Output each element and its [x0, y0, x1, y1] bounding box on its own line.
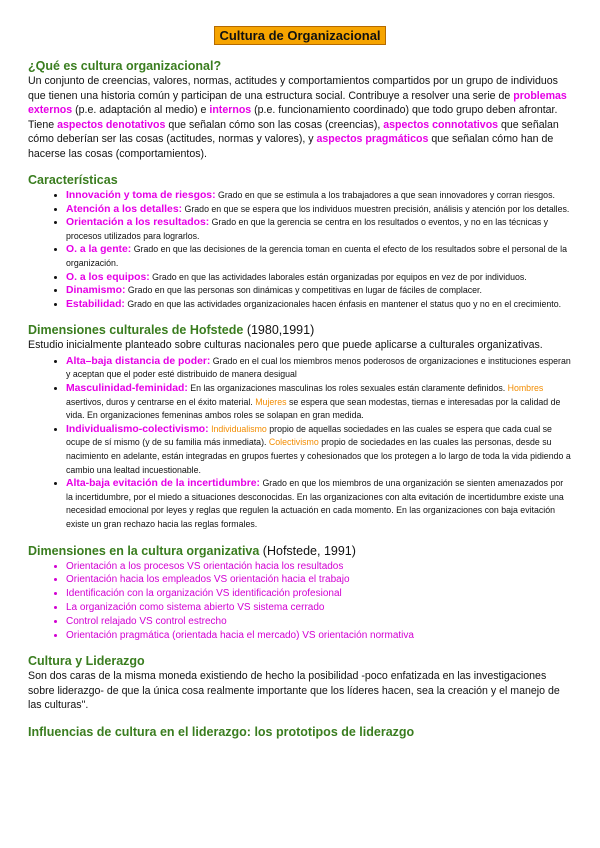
- section-what-is-culture: [28, 59, 572, 161]
- text-run: que señalan cómo son las cosas (creencias),: [165, 118, 384, 131]
- list-item: • Identificación con la organización VS identificación profesional: [66, 587, 572, 601]
- orange-term: Individualismo: [208, 423, 267, 434]
- text-run: (p.e. adaptación al medio) e: [72, 104, 210, 116]
- highlight-term: Masculinidad-feminidad:: [66, 383, 188, 395]
- characteristics-list: [28, 189, 572, 311]
- item-text: En las organizaciones masculinas los roles sexuales están claramente definidos.: [187, 383, 508, 394]
- list-item: [66, 271, 572, 285]
- highlight-term: problemas externos: [28, 89, 567, 116]
- list-item: [66, 382, 572, 423]
- text-run: que señalan cómo deberían ser las cosas (actitudes, normas y valores), y: [28, 118, 559, 145]
- item-text: Grado en el cual los miembros menos poderosos de organizaciones e instituciones esperan y aceptan que el poder esté distribuido de manera desigual: [66, 355, 571, 380]
- item-text: propio de aquellas sociedades en las cuales se espera que cada cual se ocupe de sí mismo (y de su familia más inmediata).: [66, 423, 552, 448]
- text-run: que señalan cómo han de hacerse las cosas (comportamientos).: [28, 133, 554, 160]
- item-text: Grado en que las decisiones de la gerencia toman en cuenta el efecto de los resultados sobre el personal de la organización.: [66, 244, 567, 268]
- section-heading: Características: [28, 173, 118, 187]
- item-text: Grado en que la gerencia se centra en los resultados o eventos, y no en las técnicas y procesos utilizados para lograrlos.: [66, 217, 549, 241]
- item-text: Grado en que las actividades laborales están organizadas por equipos en vez de por individuos.: [149, 271, 527, 282]
- orange-term: Mujeres: [255, 396, 287, 407]
- highlight-term: Estabilidad:: [66, 298, 125, 310]
- list-item: • Orientación pragmática (orientada hacia el mercado) VS orientación normativa: [66, 629, 572, 643]
- section-leadership-prototypes: [28, 725, 572, 739]
- list-item: [66, 203, 572, 217]
- item-text: asertivos, duros y centrarse en el éxito material.: [66, 396, 256, 407]
- item-text: Grado en que se espera que los individuos muestren precisión, análisis y atención por los detalles.: [182, 203, 570, 214]
- list-item: [66, 243, 572, 270]
- highlight-term: O. a los equipos:: [66, 271, 150, 283]
- list-item: • Orientación a los procesos VS orientación hacia los resultados: [66, 560, 572, 574]
- highlight-term: Innovación y toma de riesgos:: [66, 190, 216, 201]
- highlight-term: aspectos pragmáticos: [316, 133, 429, 145]
- text-run: (p.e. funcionamiento coordinado) que todo grupo deben afrontar. Tiene: [28, 104, 558, 131]
- list-item: [66, 355, 572, 382]
- highlight-term: aspectos connotativos: [383, 118, 499, 131]
- highlight-term: Atención a los detalles:: [66, 203, 183, 215]
- leadership-paragraph: Son dos caras de la misma moneda existiendo de hecho la posibilidad -poco enfatizada en las investigaciones sobre liderazgo- de que la única cosa realmente importante que los líderes hacen, sea la creación y el manejo de las culturas".: [28, 670, 560, 712]
- orange-term: Hombres: [507, 383, 544, 394]
- highlight-term: Orientación a los resultados:: [66, 217, 210, 229]
- section-heading: Influencias de cultura en el liderazgo: los prototipos de liderazgo: [28, 724, 415, 739]
- list-item: [66, 423, 572, 477]
- organizational-dimensions-list: [28, 560, 572, 643]
- highlight-term: Alta-baja evitación de la incertidumbre:: [66, 478, 261, 490]
- orange-term: Colectivismo: [268, 437, 319, 448]
- item-text: Grado en que se estimula a los trabajadores a que sean innovadores y corran riesgos.: [215, 190, 555, 200]
- list-item: [66, 189, 572, 203]
- list-item: • Orientación hacia los empleados VS orientación hacia el trabajo: [66, 573, 572, 587]
- item-text: propio de sociedades en las cuales las personas, desde su nacimiento en adelante, están integradas en grupos fuertes y cohesionados que los protegen a lo largo de toda la vida pidiendo a cambio una lealtad incuestionable.: [66, 437, 571, 475]
- section-organizational-dimensions: [28, 544, 572, 643]
- text-run: Un conjunto de creencias, valores, normas, actitudes y comportamientos compartidos por un grupo de individuos que tienen una historia común y participan de una estructura social. Contribuye a resolver una serie de: [28, 75, 558, 102]
- section-heading: [28, 323, 572, 337]
- item-text: Grado en que los miembros de una organización se sienten amenazados por la incertidumbre, por el miedo a situaciones desconocidas. En las organizaciones con alta evitación de incertidumbre existe una necesidad emocional por leyes y reglas que regulen la actuación en cada momento. En las organizaciones con baja evitación existe un gran rechazo hacia las reglas formales.: [66, 478, 564, 529]
- list-item: [66, 216, 572, 243]
- heading-citation: (Hofstede, 1991): [259, 543, 356, 558]
- heading-text: Dimensiones culturales de Hofstede: [28, 323, 244, 338]
- section-characteristics: [28, 173, 572, 311]
- item-text: Grado en que las actividades organizacionales hacen énfasis en mantener el status quo y no en el crecimiento.: [124, 298, 562, 309]
- hofstede-list: [28, 355, 572, 532]
- highlight-term: Dinamismo:: [66, 285, 126, 297]
- highlight-term: aspectos denotativos: [57, 118, 166, 131]
- highlight-term: Individualismo-colectivismo:: [66, 423, 209, 435]
- list-item: • Control relajado VS control estrecho: [66, 615, 572, 629]
- section-hofstede-dimensions: [28, 323, 572, 531]
- highlight-term: internos: [209, 104, 252, 116]
- section-heading: Cultura y Liderazgo: [28, 654, 145, 669]
- document-title: Cultura de Organizacional: [214, 26, 385, 45]
- item-text: se espera que sean modestas, tiernas e interesadas por la calidad de vida. En organizaciones femeninas ambos roles se solapan en gran medida.: [66, 396, 561, 421]
- section-heading: ¿Qué es cultura organizacional?: [28, 59, 222, 73]
- list-item: [66, 477, 572, 531]
- list-item: • La organización como sistema abierto VS sistema cerrado: [66, 601, 572, 615]
- item-text: Grado en que las personas son dinámicas y competitivas en lugar de fáciles de complacer.: [125, 285, 482, 296]
- highlight-term: Alta–baja distancia de poder:: [66, 355, 211, 367]
- list-item: [66, 284, 572, 298]
- definition-paragraph: [28, 74, 572, 161]
- section-heading: [28, 544, 572, 558]
- intro-paragraph: Estudio inicialmente planteado sobre culturas nacionales pero que puede aplicarse a culturales organizativas.: [28, 339, 543, 352]
- heading-citation: (1980,1991): [243, 323, 315, 338]
- list-item: [66, 298, 572, 312]
- highlight-term: O. a la gente:: [66, 244, 132, 256]
- section-culture-leadership: [28, 654, 572, 713]
- heading-text: Dimensiones en la cultura organizativa: [28, 543, 260, 558]
